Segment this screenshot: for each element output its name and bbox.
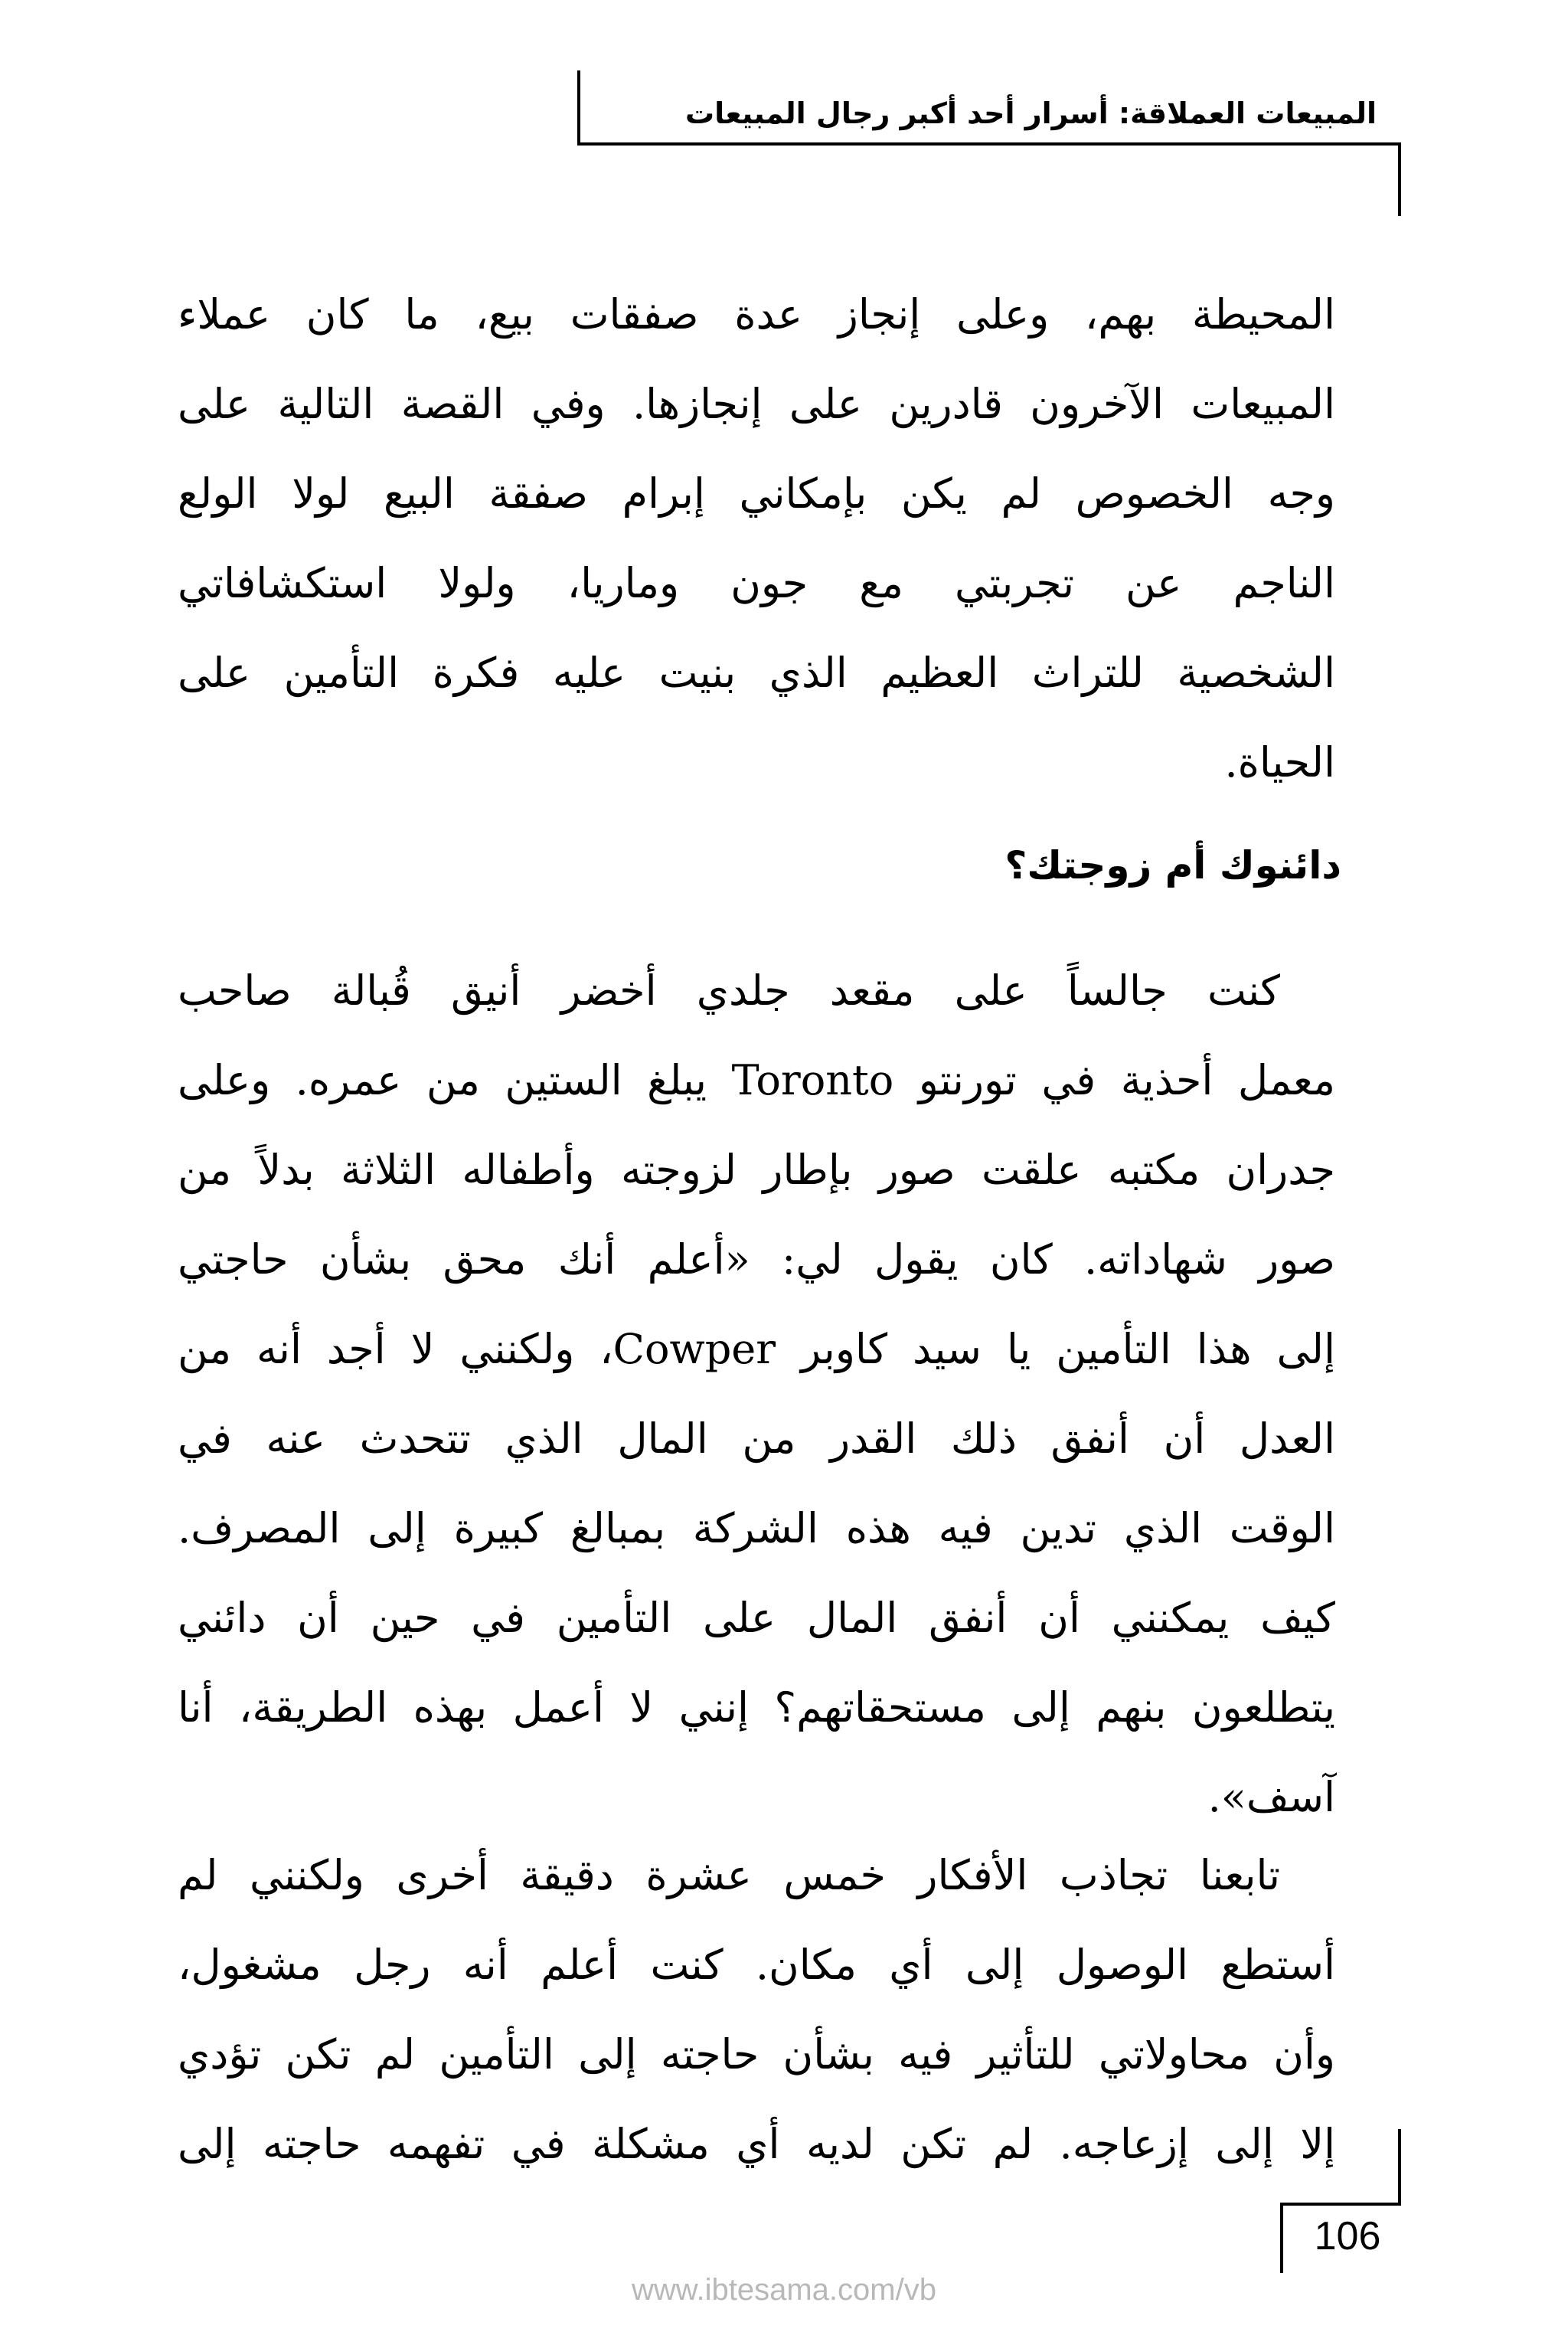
paragraph-line: كنت جالساً على مقعد جلدي أخضر أنيق قُبالة صاحب	[178, 966, 1280, 1015]
paragraph-line: المحيطة بهم، وعلى إنجاز عدة صفقات بيع، ما كان عملاء	[178, 290, 1335, 339]
paragraph-line: كيف يمكنني أن أنفق المال على التأمين في حين أن دائني	[178, 1594, 1335, 1642]
section-heading: دائنوك أم زوجتك؟	[1004, 843, 1341, 888]
header-frame-right-rule	[1398, 142, 1401, 216]
footer-frame-left-rule	[1280, 2203, 1283, 2273]
paragraph-2	[178, 946, 1335, 1842]
page-number: 106	[1314, 2214, 1381, 2258]
paragraph-line: إلى هذا التأمين يا سيد كاوبر Cowper، ولكنني لا أجد أنه من	[178, 1325, 1335, 1373]
watermark-link[interactable]: www.ibtesama.com/vb	[632, 2273, 936, 2307]
paragraph-line: يتطلعون بنهم إلى مستحقاتهم؟ إنني لا أعمل بهذه الطريقة، أنا	[178, 1683, 1335, 1732]
header-rule	[577, 142, 1401, 146]
paragraph-line: الحياة.	[1224, 738, 1335, 787]
paragraph-line: آسف».	[1207, 1773, 1335, 1821]
running-title: المبيعات العملاقة: أسرار أحد أكبر رجال المبيعات	[684, 96, 1377, 130]
paragraph-line: المبيعات الآخرون قادرين على إنجازها. وفي القصة التالية على	[178, 380, 1335, 428]
paragraph-line: معمل أحذية في تورنتو Toronto يبلغ الستين من عمره. وعلى	[178, 1056, 1335, 1104]
paragraph-line: الشخصية للتراث العظيم الذي بنيت عليه فكرة التأمين على	[178, 649, 1335, 697]
header-frame-left-rule	[577, 70, 580, 144]
paragraph-line: وأن محاولاتي للتأثير فيه بشأن حاجته إلى التأمين لم تكن تؤدي	[178, 2030, 1335, 2079]
paragraph-line: صور شهاداته. كان يقول لي: «أعلم أنك محق بشأن حاجتي	[178, 1235, 1335, 1284]
footer-frame-right-rule	[1398, 2129, 1401, 2206]
paragraph-1	[178, 270, 1335, 807]
paragraph-line: تابعنا تجاذب الأفكار خمس عشرة دقيقة أخرى ولكنني لم	[178, 1851, 1280, 1899]
paragraph-line: الوقت الذي تدين فيه هذه الشركة بمبالغ كبيرة إلى المصرف.	[178, 1504, 1335, 1552]
paragraph-line: وجه الخصوص لم يكن بإمكاني إبرام صفقة البيع لولا الولع	[178, 469, 1335, 518]
paragraph-line: جدران مكتبه علقت صور بإطار لزوجته وأطفاله الثلاثة بدلاً من	[178, 1146, 1335, 1194]
paragraph-line: أستطع الوصول إلى أي مكان. كنت أعلم أنه رجل مشغول،	[178, 1941, 1335, 1989]
paragraph-line: إلا إلى إزعاجه. لم تكن لديه أي مشكلة في تفهمه حاجته إلى	[178, 2120, 1335, 2168]
paragraph-line: الناجم عن تجربتي مع جون وماريا، ولولا استكشافاتي	[178, 559, 1335, 607]
paragraph-line: العدل أن أنفق ذلك القدر من المال الذي تتحدث عنه في	[178, 1415, 1335, 1463]
paragraph-3	[178, 1830, 1335, 2189]
